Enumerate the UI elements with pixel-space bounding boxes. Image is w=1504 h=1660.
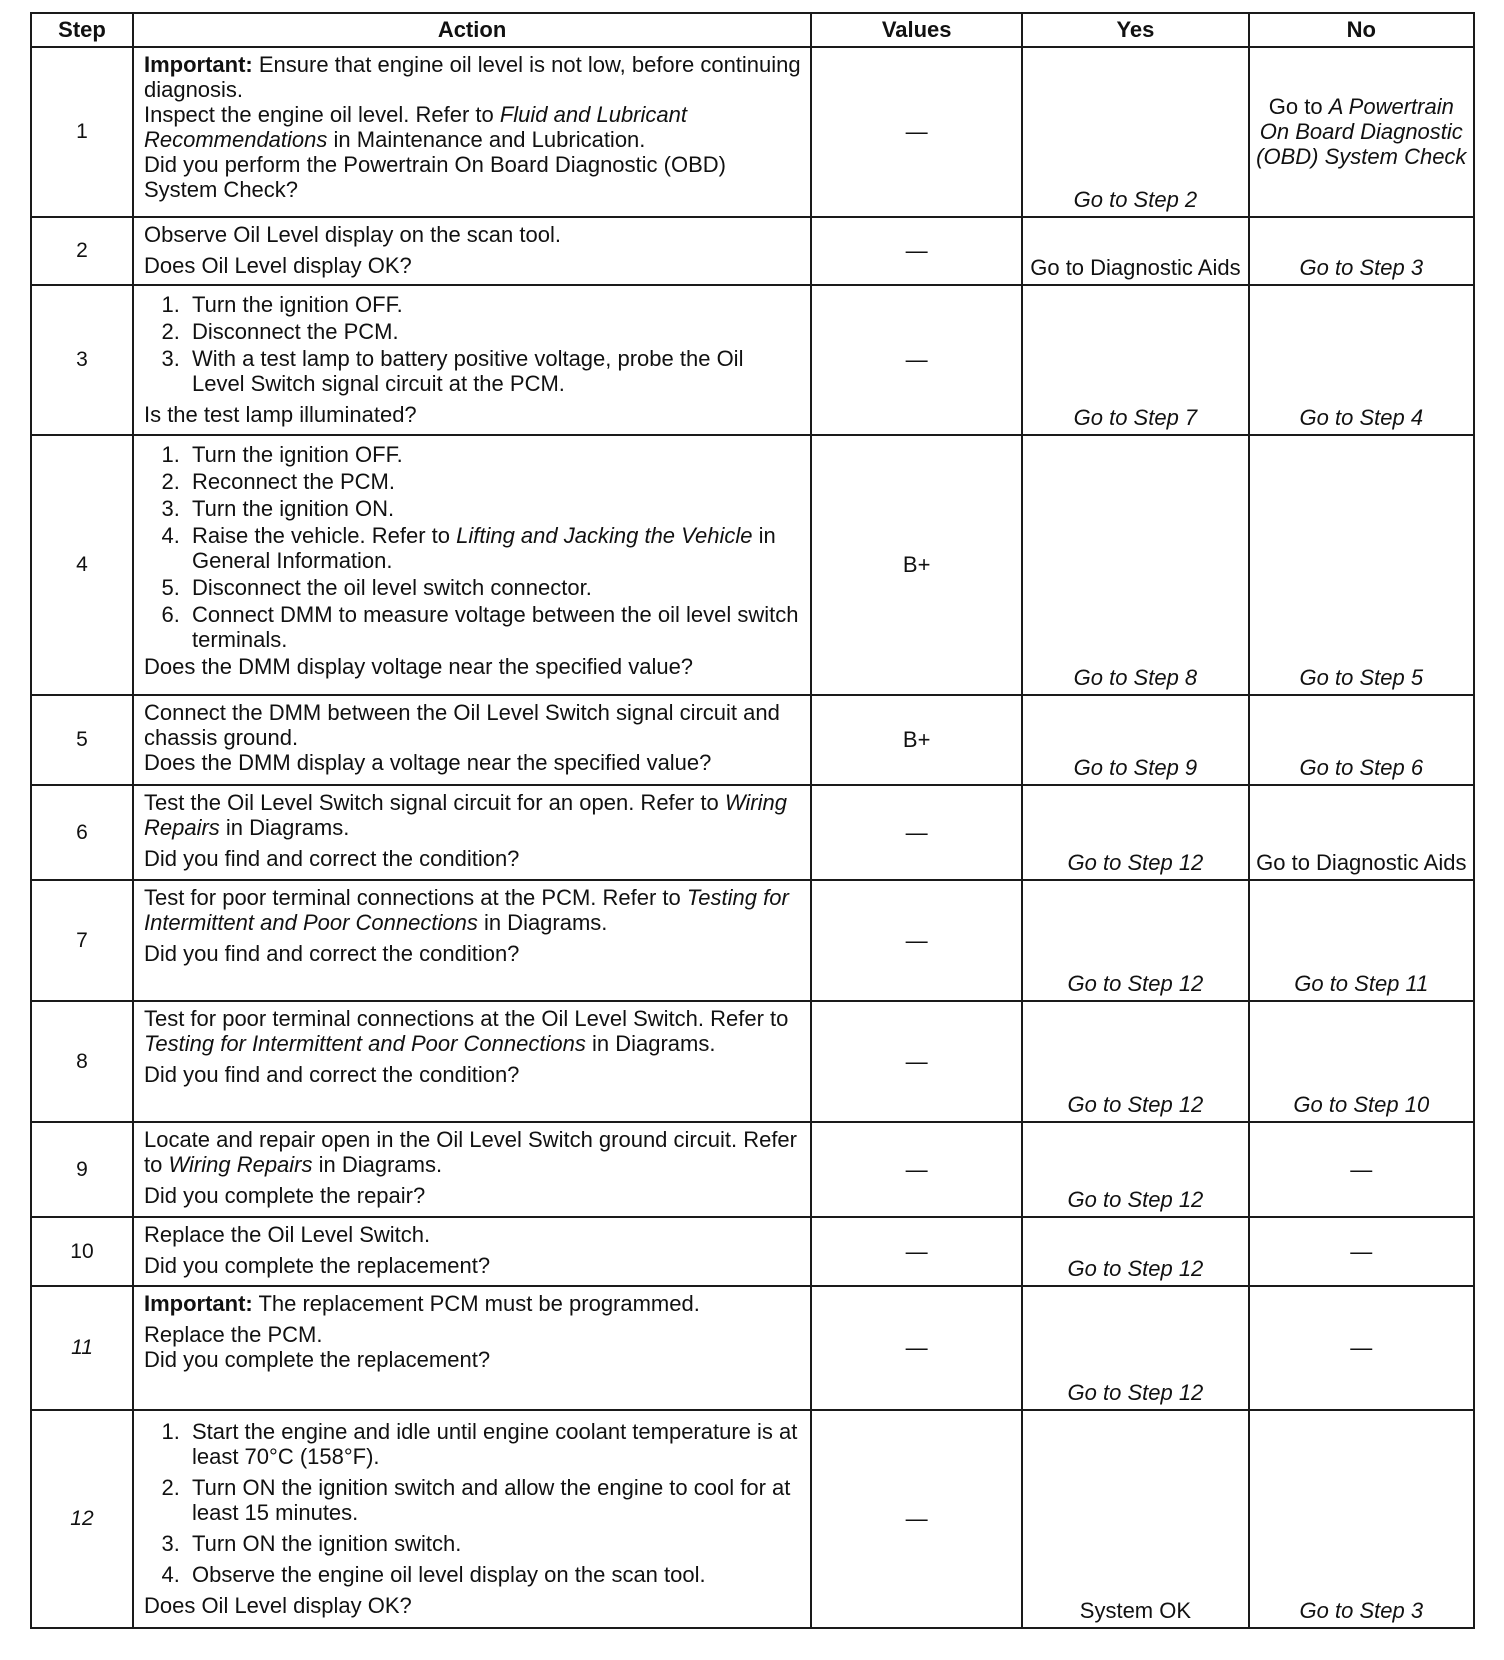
action-cell (133, 435, 811, 695)
step-number: 4 (31, 435, 133, 695)
action-question: Did you find and correct the condition? (143, 941, 520, 966)
action-question: Did you find and correct the condition? (143, 1062, 520, 1087)
header-values: Values (811, 13, 1022, 47)
step-number: 1 (31, 47, 133, 217)
table-row (31, 695, 1474, 785)
action-question: Did you perform the Powertrain On Board Diagnostic (OBD) System Check? (143, 152, 726, 202)
procedure-list (144, 1419, 802, 1587)
header-step: Step (31, 13, 133, 47)
action-cell (133, 1217, 811, 1286)
list-item: 2. Turn ON the ignition switch and allow the engine to cool for at least 15 minutes. (186, 1475, 802, 1525)
step-number: 7 (31, 880, 133, 1001)
important-label: Important: (143, 52, 253, 77)
action-text (144, 1006, 802, 1056)
action-text-part: Test for poor terminal connections at the PCM. Refer to (143, 885, 687, 910)
action-text-part: in Diagrams. (477, 910, 608, 935)
no-cell[interactable]: Go to Step 3 (1249, 217, 1474, 285)
action-text-part: in Diagrams. (219, 815, 350, 840)
header-row (31, 13, 1474, 47)
action-cell (133, 217, 811, 285)
no-cell[interactable]: Go to Step 6 (1249, 695, 1474, 785)
action-text (144, 102, 802, 152)
action-question: Did you complete the replacement? (143, 1347, 491, 1372)
list-item: 3. Turn ON the ignition switch. (186, 1531, 802, 1556)
table-row (31, 217, 1474, 285)
action-text: Observe Oil Level display on the scan tool. (143, 222, 561, 247)
action-question: Did you complete the repair? (143, 1183, 426, 1208)
value-cell: — (811, 1410, 1022, 1628)
action-text (144, 790, 802, 840)
step-number: 12 (31, 1410, 133, 1628)
list-item: 1. Turn the ignition OFF. (186, 442, 802, 467)
list-item: 3. With a test lamp to battery positive voltage, probe the Oil Level Switch signal circuit at the PCM. (186, 346, 802, 396)
yes-cell[interactable]: Go to Step 12 (1022, 1001, 1248, 1122)
action-cell (133, 1001, 811, 1122)
list-item: 2. Reconnect the PCM. (186, 469, 802, 494)
reference-link[interactable]: Wiring Repairs (143, 790, 787, 840)
step-number: 8 (31, 1001, 133, 1122)
list-item: 5. Disconnect the oil level switch connector. (186, 575, 802, 600)
reference-link[interactable]: Testing for Intermittent and Poor Connections (143, 885, 789, 935)
no-cell: — (1249, 1286, 1474, 1410)
yes-cell[interactable]: Go to Diagnostic Aids (1022, 217, 1248, 285)
action-text-part: Inspect the engine oil level. Refer to (143, 102, 500, 127)
list-item: 3. Turn the ignition ON. (186, 496, 802, 521)
action-question: Does Oil Level display OK? (143, 1593, 412, 1618)
no-cell[interactable]: Go to Step 5 (1249, 435, 1474, 695)
action-question: Did you find and correct the condition? (143, 846, 520, 871)
diagnostic-table (30, 12, 1475, 1629)
action-question: Did you complete the replacement? (143, 1253, 491, 1278)
no-cell[interactable]: Go to Step 4 (1249, 285, 1474, 435)
no-cell[interactable]: Go to Diagnostic Aids (1249, 785, 1474, 880)
action-cell (133, 47, 811, 217)
reference-link: A Powertrain On Board Diagnostic (OBD) System Check (1256, 93, 1467, 169)
header-no: No (1249, 13, 1474, 47)
action-cell (133, 285, 811, 435)
value-cell: — (811, 217, 1022, 285)
reference-link[interactable]: Lifting and Jacking the Vehicle (456, 523, 753, 548)
table-row (31, 1001, 1474, 1122)
table-row (31, 1410, 1474, 1628)
no-cell: — (1249, 1122, 1474, 1217)
action-cell (133, 1286, 811, 1410)
no-cell: — (1249, 1217, 1474, 1286)
value-cell: — (811, 1001, 1022, 1122)
action-cell (133, 695, 811, 785)
yes-cell[interactable]: Go to Step 8 (1022, 435, 1248, 695)
procedure-list (144, 442, 802, 652)
table-row (31, 435, 1474, 695)
value-cell: — (811, 880, 1022, 1001)
action-question: Does Oil Level display OK? (143, 253, 412, 278)
reference-link[interactable]: Testing for Intermittent and Poor Connections (143, 1031, 586, 1056)
yes-cell[interactable]: System OK (1022, 1410, 1248, 1628)
yes-cell[interactable]: Go to Step 12 (1022, 1122, 1248, 1217)
table-row (31, 47, 1474, 217)
table-row (31, 880, 1474, 1001)
step-number: 9 (31, 1122, 133, 1217)
diagnostic-table-container (30, 12, 1475, 1629)
yes-cell[interactable]: Go to Step 12 (1022, 785, 1248, 880)
value-cell: — (811, 785, 1022, 880)
action-question: Does the DMM display a voltage near the specified value? (143, 750, 712, 775)
no-cell[interactable]: Go to Step 3 (1249, 1410, 1474, 1628)
action-text-part: Locate and repair open in the Oil Level Switch ground circuit. Refer to (143, 1127, 797, 1177)
action-text-part: Test the Oil Level Switch signal circuit for an open. Refer to (143, 790, 725, 815)
action-question: Does the DMM display voltage near the specified value? (143, 654, 694, 679)
action-text-part: in Maintenance and Lubrication. (327, 127, 646, 152)
header-action: Action (133, 13, 811, 47)
header-yes: Yes (1022, 13, 1248, 47)
table-row (31, 1122, 1474, 1217)
action-text-part: Test for poor terminal connections at the Oil Level Switch. Refer to (143, 1006, 789, 1031)
list-item: 4. Observe the engine oil level display on the scan tool. (186, 1562, 802, 1587)
table-row (31, 285, 1474, 435)
action-text: Connect the DMM between the Oil Level Switch signal circuit and chassis ground. (143, 700, 780, 750)
table-row (31, 1217, 1474, 1286)
value-cell: — (811, 1122, 1022, 1217)
list-item: 1. Turn the ignition OFF. (186, 292, 802, 317)
list-item: 1. Start the engine and idle until engine coolant temperature is at least 70°C (158°F). (186, 1419, 802, 1469)
list-item-text: Raise the vehicle. Refer to (191, 523, 457, 548)
list-item (186, 523, 802, 573)
step-number: 11 (31, 1286, 133, 1410)
action-text: Replace the Oil Level Switch. (143, 1222, 431, 1247)
action-text (144, 885, 802, 935)
list-item: 6. Connect DMM to measure voltage between the oil level switch terminals. (186, 602, 802, 652)
action-question: Is the test lamp illuminated? (143, 402, 417, 427)
action-text-part: in Diagrams. (585, 1031, 716, 1056)
step-number: 3 (31, 285, 133, 435)
procedure-list (144, 292, 802, 396)
table-row (31, 1286, 1474, 1410)
yes-cell[interactable]: Go to Step 9 (1022, 695, 1248, 785)
list-item: 2. Disconnect the PCM. (186, 319, 802, 344)
no-cell[interactable]: Go to Step 10 (1249, 1001, 1474, 1122)
step-number: 10 (31, 1217, 133, 1286)
no-text-part: Go to (1268, 93, 1329, 119)
step-number: 5 (31, 695, 133, 785)
action-cell (133, 1122, 811, 1217)
reference-link[interactable]: Wiring Repairs (168, 1152, 313, 1177)
important-note (144, 52, 802, 102)
list-item-text: in General Information. (191, 523, 776, 573)
value-cell: B+ (811, 695, 1022, 785)
yes-cell[interactable]: Go to Step 2 (1022, 47, 1248, 217)
value-cell: — (811, 47, 1022, 217)
value-cell: B+ (811, 435, 1022, 695)
important-text: The replacement PCM must be programmed. (252, 1291, 700, 1316)
reference-link[interactable]: Fluid and Lubricant Recommendations (143, 102, 687, 152)
no-cell[interactable] (1249, 47, 1474, 217)
yes-cell[interactable]: Go to Step 12 (1022, 1286, 1248, 1410)
step-number: 2 (31, 217, 133, 285)
action-cell (133, 1410, 811, 1628)
table-row (31, 785, 1474, 880)
value-cell: — (811, 1286, 1022, 1410)
action-text (144, 1127, 802, 1177)
no-cell[interactable]: Go to Step 11 (1249, 880, 1474, 1001)
action-cell (133, 880, 811, 1001)
yes-cell[interactable]: Go to Step 12 (1022, 880, 1248, 1001)
important-label: Important: (143, 1291, 253, 1316)
action-cell (133, 785, 811, 880)
step-number: 6 (31, 785, 133, 880)
important-text: Ensure that engine oil level is not low, before continuing diagnosis. (143, 52, 801, 102)
important-note (144, 1291, 802, 1316)
yes-cell[interactable]: Go to Step 7 (1022, 285, 1248, 435)
value-cell: — (811, 1217, 1022, 1286)
yes-cell[interactable]: Go to Step 12 (1022, 1217, 1248, 1286)
action-text-part: in Diagrams. (312, 1152, 443, 1177)
value-cell: — (811, 285, 1022, 435)
action-text: Replace the PCM. (143, 1322, 323, 1347)
